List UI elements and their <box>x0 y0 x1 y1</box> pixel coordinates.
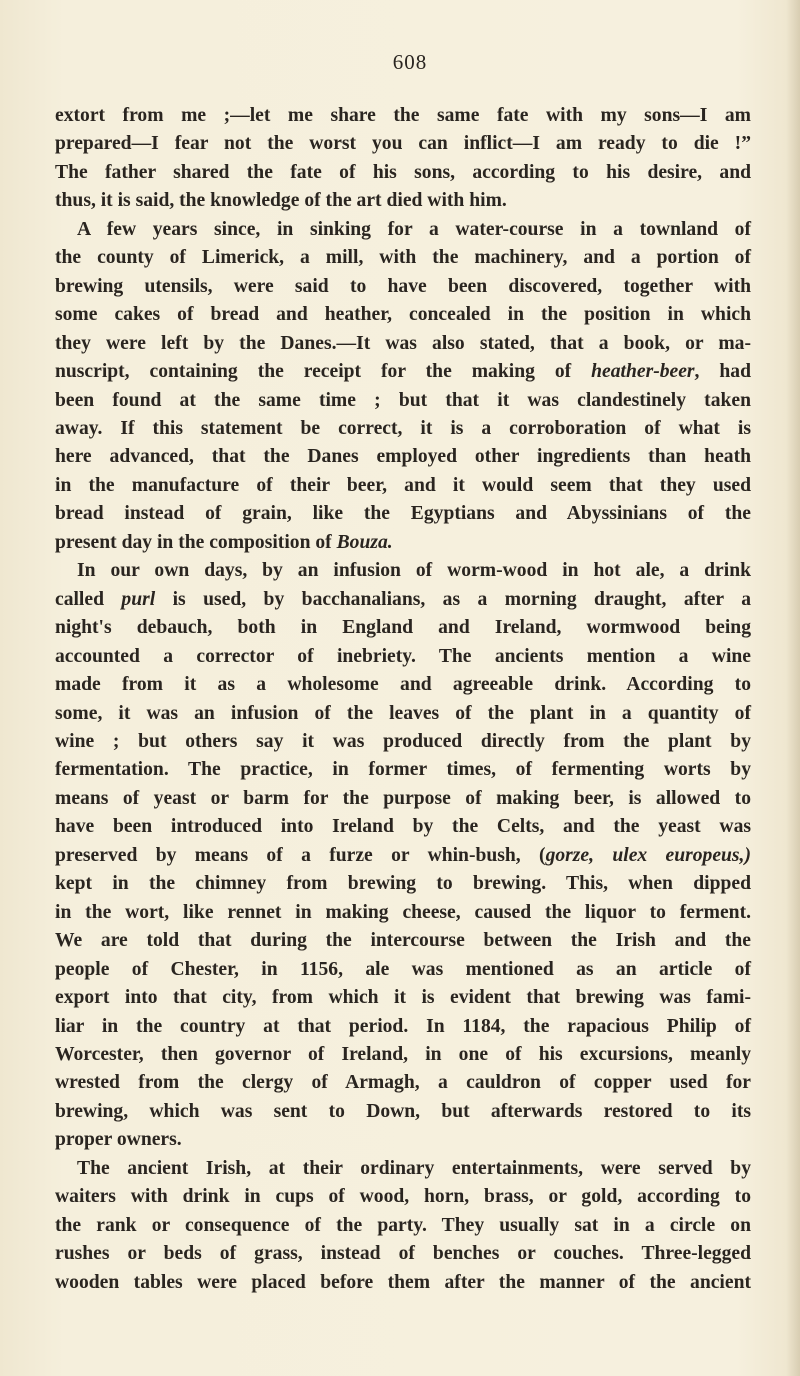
text-line: bread instead of grain, like the Egyptians and Abyssinians of the <box>55 503 751 525</box>
page-number: 608 <box>392 50 428 74</box>
text-segment: , had <box>694 361 751 383</box>
text-line: the rank or consequence of the party. They usually sat in a circle on <box>55 1214 751 1236</box>
text-segment: nuscript, containing the receipt for the making of <box>55 361 592 383</box>
text-line: in the wort, like rennet in making cheese, caused the liquor to ferment. <box>55 901 751 923</box>
text-line: export into that city, from which it is evident that brewing was fami- <box>55 987 751 1009</box>
italic-term-purl: purl <box>121 588 156 610</box>
text-line: some cakes of bread and heather, concealed in the position in which <box>55 304 751 326</box>
text-line <box>55 529 751 557</box>
text-line: Worcester, then governor of Ireland, in one of his excursions, meanly <box>55 1043 751 1065</box>
text-line: thus, it is said, the knowledge of the art died with him. <box>55 190 507 212</box>
text-line: have been introduced into Ireland by the Celts, and the yeast was <box>55 816 751 838</box>
text-line: in the manufacture of their beer, and it would seem that they used <box>55 474 751 496</box>
text-line: people of Chester, in 1156, ale was mentioned as an article of <box>55 958 751 980</box>
page-edge-shadow <box>786 0 800 1376</box>
text-line: means of yeast or barm for the purpose of making beer, is allowed to <box>55 787 751 809</box>
italic-term-bouza: Bouza. <box>336 531 393 553</box>
text-line: We are told that during the intercourse between the Irish and the <box>55 930 751 952</box>
text-line: wrested from the clergy of Armagh, a cauldron of copper used for <box>55 1072 751 1094</box>
text-line: been found at the same time ; but that it was clandestinely taken <box>55 389 751 411</box>
body-text <box>55 102 751 1297</box>
paragraph-start: A few years since, in sinking for a water-course in a townland of <box>77 218 751 240</box>
italic-term-heather-beer: heather-beer <box>591 361 695 383</box>
text-line: accounted a corrector of inebriety. The ancients mention a wine <box>55 645 751 667</box>
text-segment: preserved by means of a furze or whin-bush, ( <box>55 844 546 866</box>
text-line: here advanced, that the Danes employed other ingredients than heath <box>55 446 751 468</box>
text-line: prepared—I fear not the worst you can inflict—I am ready to die !” <box>55 133 751 155</box>
text-line: brewing utensils, were said to have been discovered, together with <box>55 275 751 297</box>
text-line: night's debauch, both in England and Ireland, wormwood being <box>55 617 751 639</box>
text-line: rushes or beds of grass, instead of benches or couches. Three-legged <box>55 1243 751 1265</box>
text-line: made from it as a wholesome and agreeable drink. According to <box>55 674 751 696</box>
text-line: waiters with drink in cups of wood, horn, brass, or gold, according to <box>55 1186 751 1208</box>
italic-term-gorze: gorze, ulex europeus,) <box>545 844 751 866</box>
text-line <box>55 358 751 386</box>
text-line <box>55 586 751 614</box>
text-line: liar in the country at that period. In 1184, the rapacious Philip of <box>55 1015 751 1037</box>
text-line: brewing, which was sent to Down, but afterwards restored to its <box>55 1100 751 1122</box>
text-segment: called <box>55 588 122 610</box>
text-segment: is used, by bacchanalians, as a morning draught, after a <box>155 588 751 610</box>
text-line <box>55 842 751 870</box>
text-line: wine ; but others say it was produced directly from the plant by <box>55 730 751 752</box>
text-line: some, it was an infusion of the leaves of the plant in a quantity of <box>55 702 751 724</box>
text-line: proper owners. <box>55 1129 182 1151</box>
text-line: away. If this statement be correct, it is a corroboration of what is <box>55 417 751 439</box>
paragraph-start: The ancient Irish, at their ordinary entertainments, were served by <box>77 1157 751 1179</box>
text-line: they were left by the Danes.—It was also stated, that a book, or ma- <box>55 332 751 354</box>
paragraph-start: In our own days, by an infusion of worm-wood in hot ale, a drink <box>77 560 751 582</box>
text-line: fermentation. The practice, in former times, of fermenting worts by <box>55 759 751 781</box>
text-line: the county of Limerick, a mill, with the machinery, and a portion of <box>55 247 751 269</box>
text-line: The father shared the fate of his sons, according to his desire, and <box>55 161 751 183</box>
text-line: wooden tables were placed before them after the manner of the ancient <box>55 1271 751 1293</box>
text-line: kept in the chimney from brewing to brewing. This, when dipped <box>55 873 751 895</box>
text-line: extort from me ;—let me share the same fate with my sons—I am <box>55 105 751 126</box>
text-segment: present day in the composition of <box>55 531 337 553</box>
